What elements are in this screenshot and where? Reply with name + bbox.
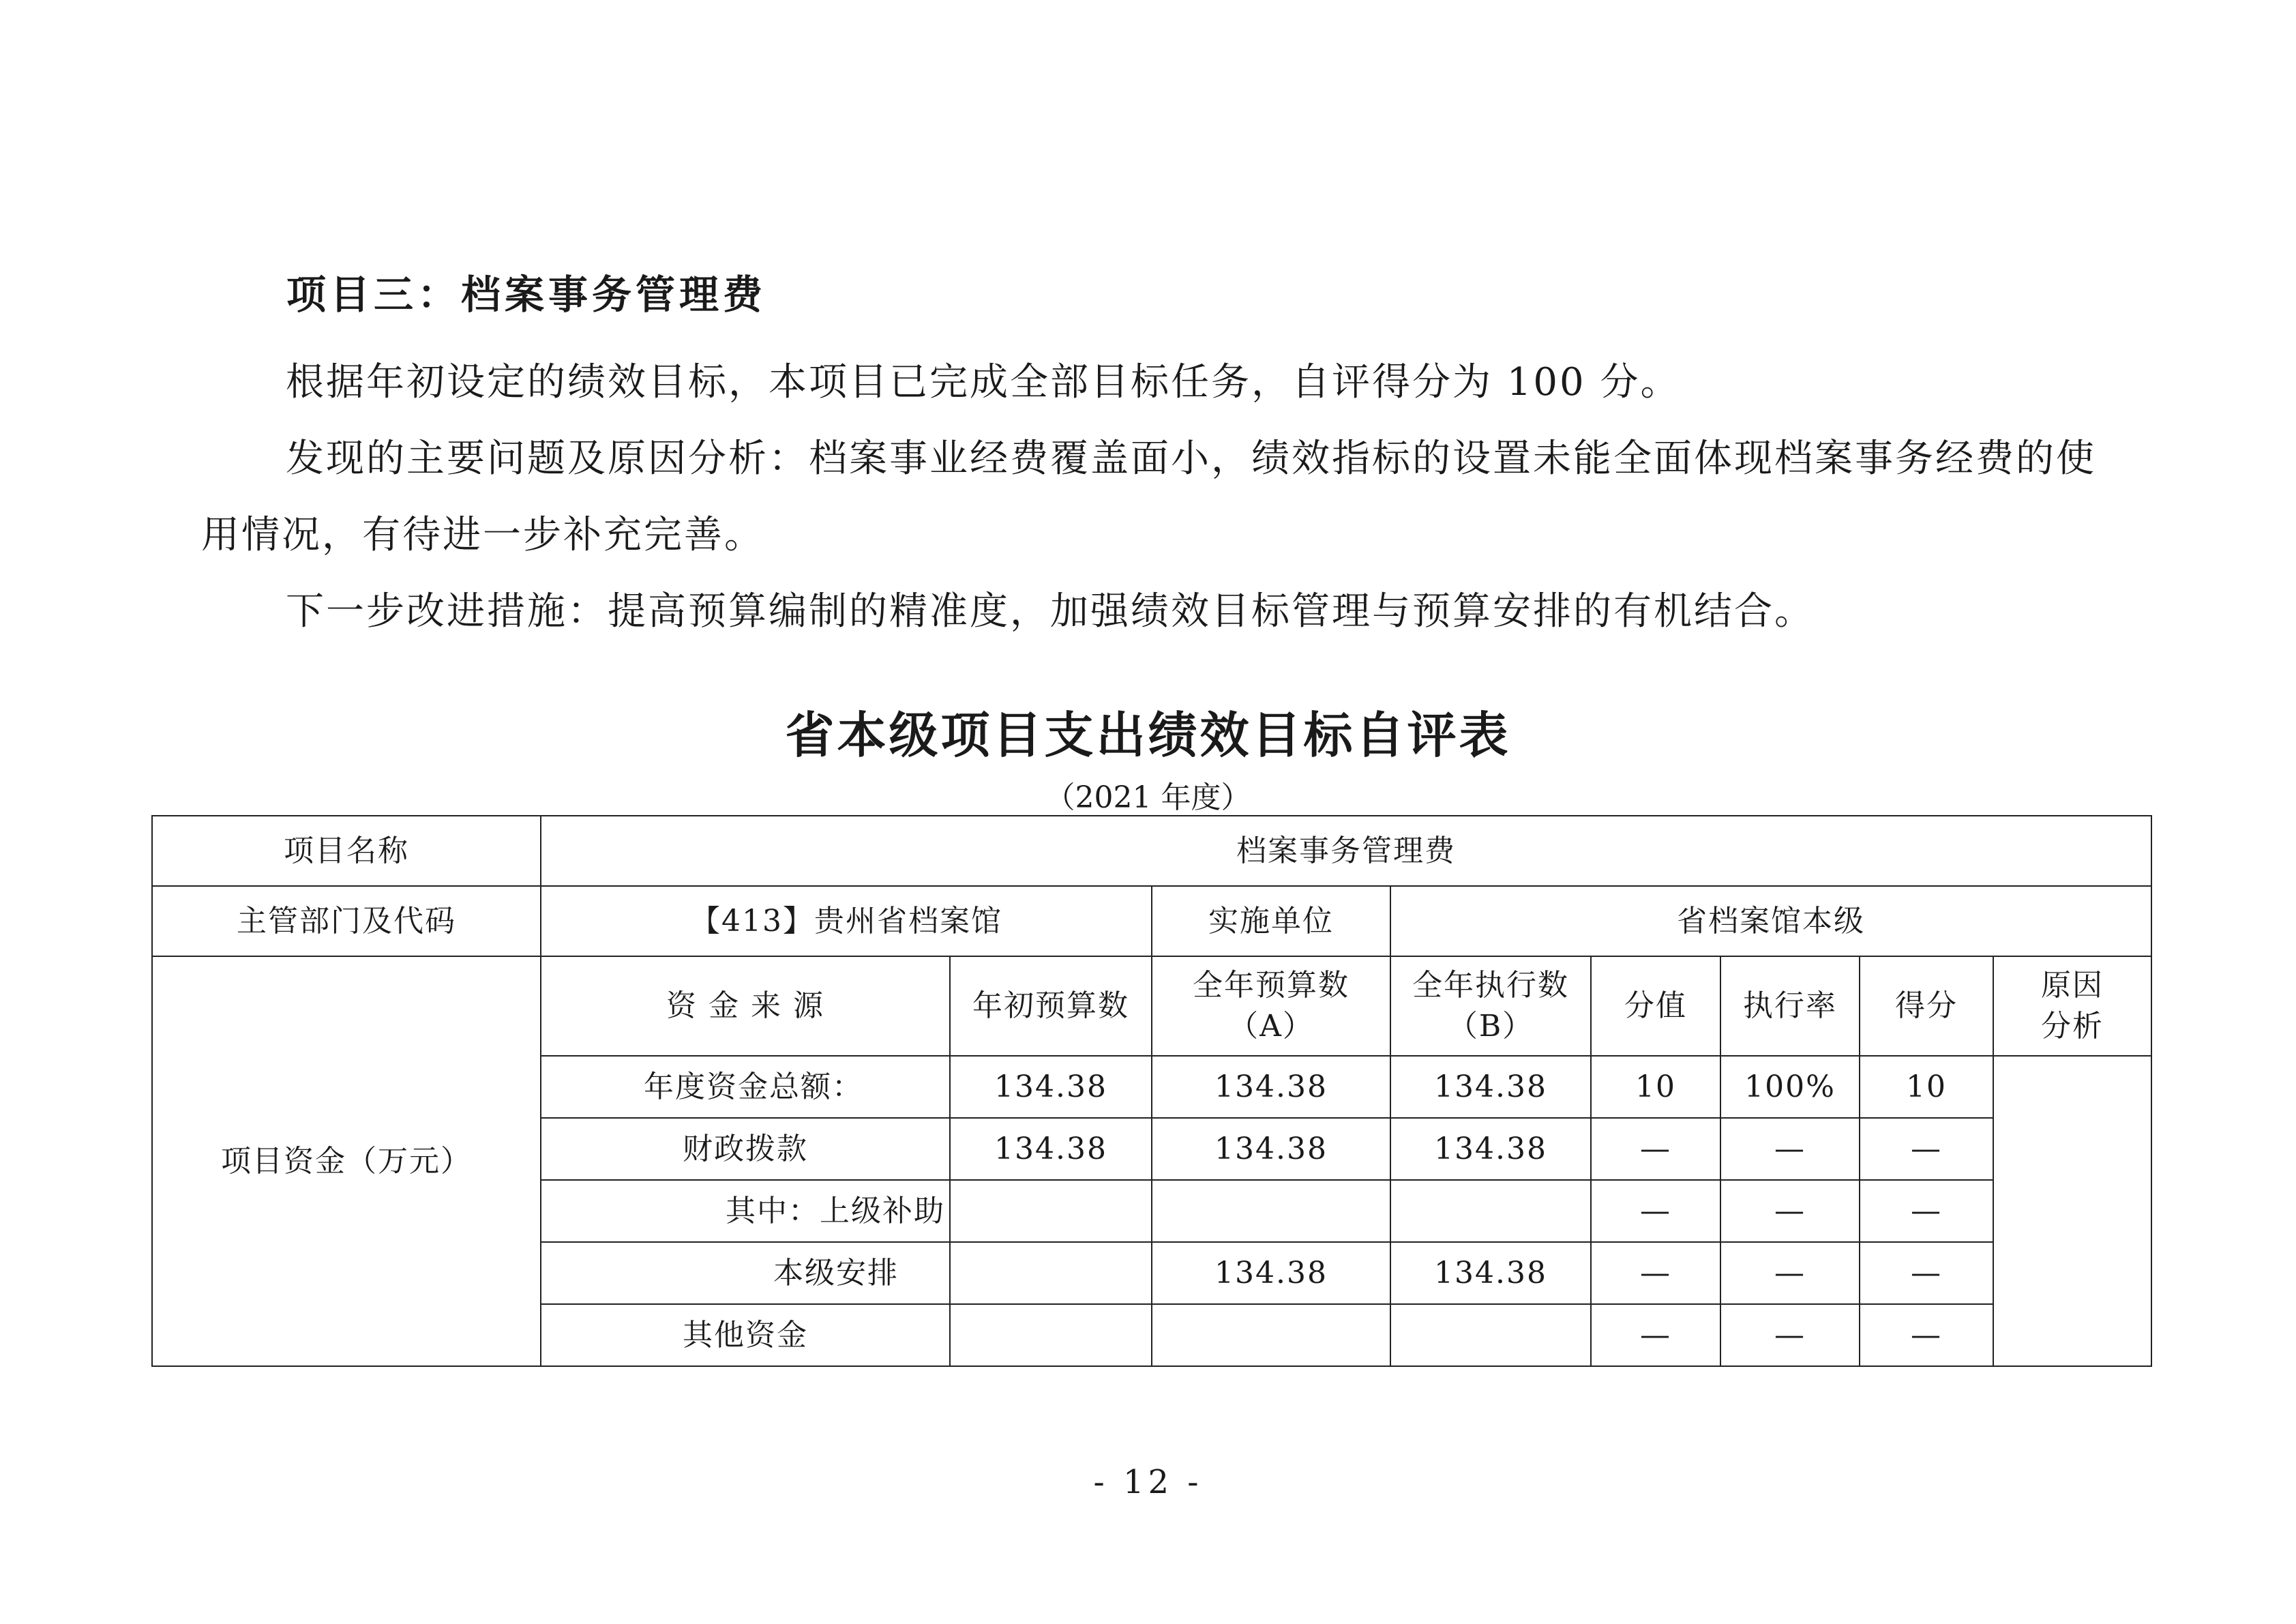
row-local-value: — — [1591, 1242, 1720, 1304]
header-source: 资 金 来 源 — [541, 956, 950, 1056]
row-fiscal-score: — — [1860, 1118, 1993, 1180]
row-local-source: 本级安排 — [541, 1242, 950, 1304]
row-total-value: 10 — [1591, 1056, 1720, 1118]
funds-label: 项目资金（万元） — [152, 956, 541, 1366]
header-exec-rate: 执行率 — [1720, 956, 1860, 1056]
row-subsidy-exec — [1390, 1180, 1591, 1242]
row-local-annual: 134.38 — [1152, 1242, 1390, 1304]
row-local-rate: — — [1720, 1242, 1860, 1304]
row-total-source: 年度资金总额： — [541, 1056, 950, 1118]
section-heading: 项目三：档案事务管理费 — [286, 271, 767, 318]
row-department — [152, 886, 2151, 956]
row-fiscal-value: — — [1591, 1118, 1720, 1180]
impl-value: 省档案馆本级 — [1390, 886, 2151, 956]
paragraph-problems: 发现的主要问题及原因分析：档案事业经费覆盖面小，绩效指标的设置未能全面体现档案事务经费的使用情况，有待进一步补充完善。 — [201, 437, 2096, 557]
table-subtitle: （2021 年度） — [1045, 780, 1251, 815]
row-subsidy-annual — [1152, 1180, 1390, 1242]
row-subsidy-source: 其中：上级补助 — [541, 1180, 950, 1242]
row-subsidy-initial — [950, 1180, 1152, 1242]
project-name-label: 项目名称 — [152, 816, 541, 886]
header-annual-exec — [1390, 956, 1591, 1056]
header-reason-line2: 分析 — [2041, 1009, 2104, 1044]
row-other-exec — [1390, 1304, 1591, 1366]
header-score: 得分 — [1860, 956, 1993, 1056]
row-other-value: — — [1591, 1304, 1720, 1366]
dept-value: 【413】贵州省档案馆 — [541, 886, 1152, 956]
row-total-rate: 100% — [1720, 1056, 1860, 1118]
header-score-value: 分值 — [1591, 956, 1720, 1056]
reason-analysis-cell — [1993, 1056, 2151, 1366]
row-fiscal-annual: 134.38 — [1152, 1118, 1390, 1180]
row-subsidy-value: — — [1591, 1180, 1720, 1242]
header-annual-budget-sub: （A） — [1228, 1009, 1314, 1044]
header-reason — [1993, 956, 2151, 1056]
impl-label: 实施单位 — [1152, 886, 1390, 956]
header-annual-budget-text: 全年预算数 — [1193, 968, 1350, 1003]
header-annual-exec-text: 全年执行数 — [1412, 968, 1569, 1003]
row-other-score: — — [1860, 1304, 1993, 1366]
performance-table — [151, 815, 2152, 1367]
row-other-annual — [1152, 1304, 1390, 1366]
row-other-initial — [950, 1304, 1152, 1366]
row-total-exec: 134.38 — [1390, 1056, 1591, 1118]
project-name-value: 档案事务管理费 — [541, 816, 2151, 886]
row-subsidy-rate: — — [1720, 1180, 1860, 1242]
header-reason-line1: 原因 — [2041, 968, 2104, 1003]
row-fiscal-rate: — — [1720, 1118, 1860, 1180]
page-number: - 12 - — [1093, 1463, 1203, 1501]
header-annual-budget — [1152, 956, 1390, 1056]
header-initial-budget: 年初预算数 — [950, 956, 1152, 1056]
header-annual-exec-sub: （B） — [1447, 1009, 1534, 1044]
row-fiscal-exec: 134.38 — [1390, 1118, 1591, 1180]
row-other-source: 其他资金 — [541, 1304, 950, 1366]
dept-label: 主管部门及代码 — [152, 886, 541, 956]
row-total-annual: 134.38 — [1152, 1056, 1390, 1118]
row-headers — [152, 956, 2151, 1056]
row-other-rate: — — [1720, 1304, 1860, 1366]
row-total-score: 10 — [1860, 1056, 1993, 1118]
paragraph-self-evaluation: 根据年初设定的绩效目标，本项目已完成全部目标任务，自评得分为 100 分。 — [286, 360, 1681, 404]
row-subsidy-score: — — [1860, 1180, 1993, 1242]
row-local-score: — — [1860, 1242, 1993, 1304]
row-fiscal-source: 财政拨款 — [541, 1118, 950, 1180]
row-local-exec: 134.38 — [1390, 1242, 1591, 1304]
table-title: 省本级项目支出绩效目标自评表 — [785, 707, 1511, 764]
row-total-initial: 134.38 — [950, 1056, 1152, 1118]
row-fiscal-initial: 134.38 — [950, 1118, 1152, 1180]
row-local-initial — [950, 1242, 1152, 1304]
paragraph-improvements: 下一步改进措施：提高预算编制的精准度，加强绩效目标管理与预算安排的有机结合。 — [286, 589, 1815, 634]
row-project-name — [152, 816, 2151, 886]
